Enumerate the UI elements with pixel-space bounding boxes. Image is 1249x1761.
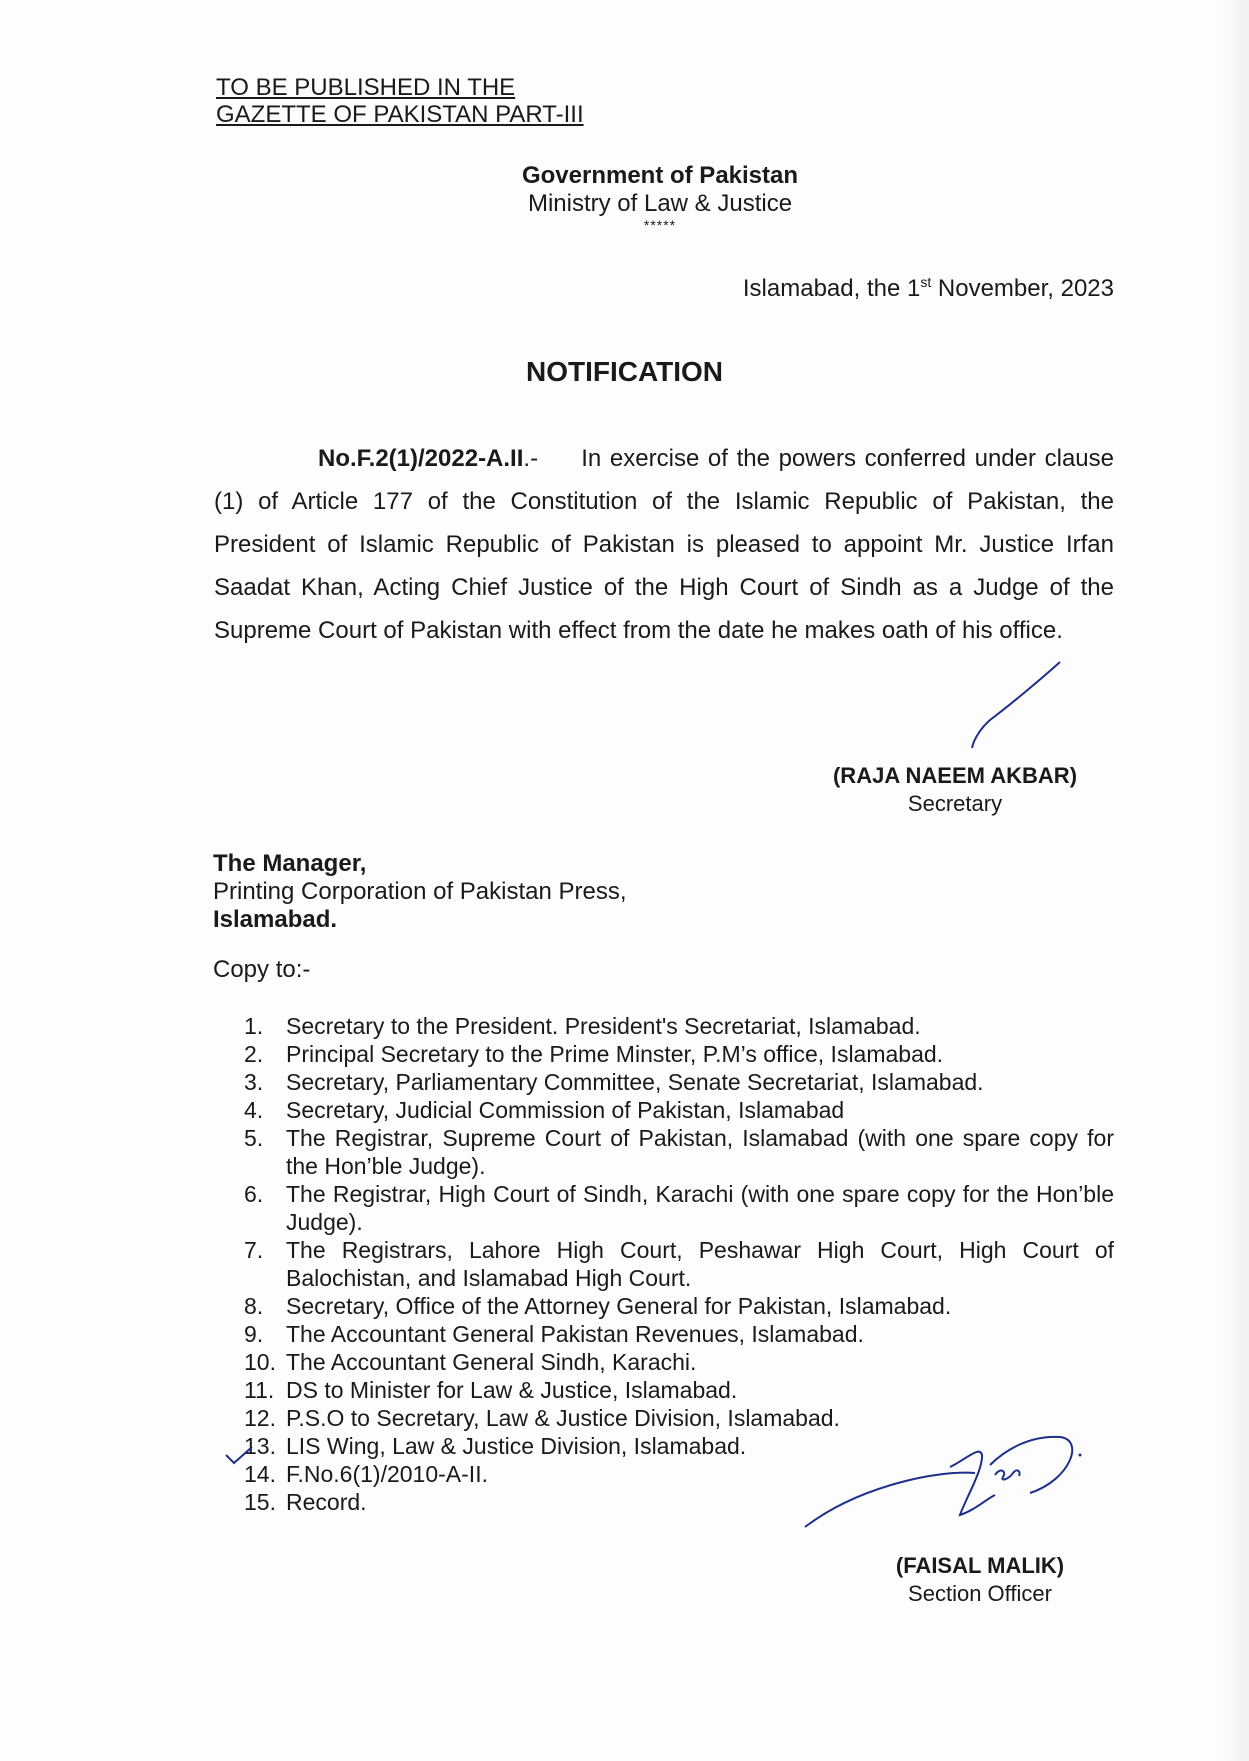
copy-to-item [244, 1320, 1114, 1348]
government-name: Government of Pakistan [521, 162, 799, 189]
copy-to-item-text: The Registrar, High Court of Sindh, Karachi (with one spare copy for the Hon’ble Judge). [286, 1181, 1114, 1235]
gazette-line-2: GAZETTE OF PAKISTAN PART-III [216, 101, 584, 128]
copy-to-item-number: 9. [244, 1321, 264, 1347]
copy-to-item-text: Secretary, Parliamentary Committee, Senate Secretariat, Islamabad. [286, 1069, 984, 1095]
copy-to-label: Copy to:- [213, 956, 311, 983]
copy-to-item-number: 5. [244, 1125, 264, 1151]
copy-to-item-number: 12. [244, 1405, 276, 1431]
copy-to-item [244, 1012, 1114, 1040]
gazette-heading [216, 74, 584, 128]
copy-to-item-text: Record. [286, 1489, 367, 1515]
addressee-block [213, 850, 627, 934]
page-edge-shadow [1220, 0, 1249, 1761]
copy-to-item-text: LIS Wing, Law & Justice Division, Islamabad. [286, 1433, 747, 1459]
copy-to-item-number: 11. [244, 1377, 275, 1403]
copy-to-item-text: Secretary to the President. President's Secretariat, Islamabad. [286, 1013, 921, 1039]
copy-to-item-text: DS to Minister for Law & Justice, Islamabad. [286, 1377, 738, 1403]
copy-to-item-number: 14. [244, 1461, 276, 1487]
copy-to-item [244, 1180, 1114, 1236]
addressee-line-1: The Manager, [213, 850, 367, 877]
copy-to-item-text: Secretary, Office of the Attorney General for Pakistan, Islamabad. [286, 1293, 952, 1319]
copy-to-item-number: 7. [244, 1237, 264, 1263]
copy-to-item-text: Principal Secretary to the Prime Minster, P.M’s office, Islamabad. [286, 1041, 944, 1067]
separator-stars: ***** [643, 217, 677, 233]
copy-to-item-text: The Registrar, Supreme Court of Pakistan, Islamabad (with one spare copy for the Hon’ble Judge). [286, 1125, 1114, 1179]
section-officer-name: (FAISAL MALIK) [895, 1553, 1065, 1578]
addressee-line-3: Islamabad. [213, 906, 338, 933]
issuing-authority [470, 162, 850, 232]
section-officer-designation: Section Officer [908, 1581, 1052, 1606]
copy-to-item [244, 1040, 1114, 1068]
copy-to-item-text: P.S.O to Secretary, Law & Justice Division, Islamabad. [286, 1405, 840, 1431]
section-officer-signature [800, 1415, 1100, 1545]
date-rest: November, 2023 [931, 275, 1114, 302]
secretary-designation: Secretary [907, 791, 1003, 816]
copy-to-item [244, 1376, 1114, 1404]
date-prefix: Islamabad, the 1 [742, 275, 921, 302]
reference-dash: .- [523, 445, 539, 472]
tick-mark-icon [224, 1445, 254, 1467]
copy-to-item-number: 1. [244, 1013, 264, 1039]
ministry-name: Ministry of Law & Justice [527, 190, 793, 217]
copy-to-item [244, 1236, 1114, 1292]
secretary-block [820, 762, 1090, 818]
secretary-signature [960, 660, 1080, 750]
copy-to-item-text: Secretary, Judicial Commission of Pakistan, Islamabad [286, 1097, 845, 1123]
copy-to-item [244, 1124, 1114, 1180]
copy-to-item-number: 13. [244, 1433, 276, 1459]
copy-to-item [244, 1096, 1114, 1124]
copy-to-item-text: F.No.6(1)/2010-A-II. [286, 1461, 488, 1487]
copy-to-item-number: 10. [244, 1349, 276, 1375]
copy-to-item-text: The Accountant General Pakistan Revenues, Islamabad. [286, 1321, 864, 1347]
copy-to-item-number: 4. [244, 1097, 264, 1123]
date-ordinal: st [920, 274, 932, 290]
copy-to-item-text: The Accountant General Sindh, Karachi. [286, 1349, 697, 1375]
gazette-line-1: TO BE PUBLISHED IN THE [216, 74, 516, 101]
copy-to-item-number: 3. [244, 1069, 264, 1095]
copy-to-item-text: The Registrars, Lahore High Court, Peshawar High Court, High Court of Balochistan, and Islamabad High Court. [286, 1237, 1114, 1291]
reference-number: No.F.2(1)/2022-A.II [318, 445, 524, 472]
copy-to-item [244, 1292, 1114, 1320]
copy-to-item [244, 1068, 1114, 1096]
copy-to-item-number: 6. [244, 1181, 264, 1207]
copy-to-item-number: 8. [244, 1293, 264, 1319]
copy-to-item-number: 15. [244, 1489, 276, 1515]
addressee-line-2: Printing Corporation of Pakistan Press, [213, 878, 627, 905]
notification-body [214, 437, 1114, 652]
notification-title: NOTIFICATION [525, 356, 723, 387]
copy-to-item-number: 2. [244, 1041, 264, 1067]
secretary-name: (RAJA NAEEM AKBAR) [832, 763, 1078, 788]
notification-text: In exercise of the powers conferred under clause (1) of Article 177 of the Constitution of the Islamic Republic of Pakistan, the President of Islamic Republic of Pakistan is pleased to appoint Mr. Justice Irfan Saadat Khan, Acting Chief Justice of the High Court of Sindh as a Judge of the Supreme Court of Pakistan with effect from the date he makes oath of his office. [214, 445, 1114, 644]
section-officer-block [860, 1552, 1100, 1608]
issue-date [743, 274, 1114, 303]
copy-to-item [244, 1348, 1114, 1376]
